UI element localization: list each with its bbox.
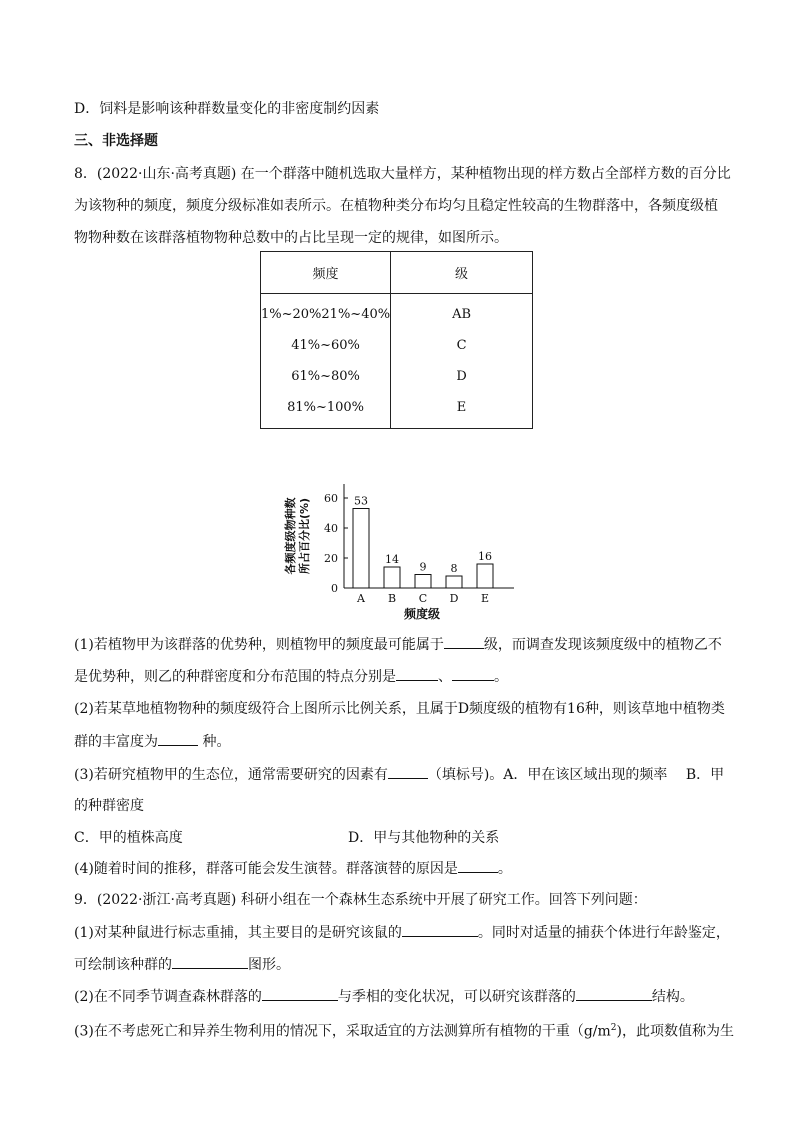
answer-blank[interactable] (402, 922, 478, 937)
text: 群的丰富度为 (74, 734, 158, 750)
q8-line3: 物物种数在该群落植物物种总数中的占比呈现一定的规律，如图所示。 (74, 230, 508, 246)
table-cell: D (456, 369, 467, 384)
bar (384, 567, 400, 588)
answer-blank[interactable] (262, 986, 338, 1001)
answer-blank[interactable] (172, 954, 248, 969)
text: (3)若研究植物甲的生态位，通常需要研究的因素有 (74, 767, 388, 783)
option-d-text: D．甲与其他物种的关系 (348, 830, 500, 846)
data-label: 14 (385, 553, 399, 566)
text: (2)在不同季节调查森林群落的 (74, 989, 262, 1005)
table-col-frequency (261, 294, 391, 429)
q8-sub3-line1 (74, 764, 724, 785)
q8-line1: 8．(2022·山东·高考真题) 在一个群落中随机选取大量样方，某种植物出现的样方数占全部样方数的百分比 (74, 166, 731, 182)
option-c-text: C．甲的植株高度 (74, 830, 183, 846)
table-cell: C (456, 338, 467, 353)
q8-sub4 (74, 858, 724, 879)
y-tick-label: 0 (331, 582, 338, 595)
q8-sub2-line1: (2)若某草地植物物种的频度级符合上图所示比例关系，且属于D频度级的植物有16种，则该草地中植物类 (74, 701, 725, 717)
superscript: 2 (610, 1023, 617, 1033)
q8-sub3-options (74, 828, 724, 848)
q9-sub3 (74, 1018, 734, 1042)
table-header-grade: 级 (391, 252, 533, 294)
table-header-frequency: 频度 (261, 252, 391, 294)
x-tick-label: B (387, 592, 397, 605)
q8-line2: 为该物种的频度，频度分级标准如表所示。在植物种类分布均匀且稳定性较高的生物群落中，各频度级植 (74, 198, 718, 214)
q8-sub1-line1 (74, 634, 724, 655)
y-tick-label: 60 (324, 492, 338, 505)
text: (4)随着时间的推移，群落可能会发生演替。群落演替的原因是 (74, 861, 458, 877)
y-axis-label: 各频度级物种数 (284, 497, 297, 575)
x-axis-label: 频度级 (403, 607, 441, 621)
answer-blank[interactable] (396, 666, 438, 681)
bar (477, 564, 493, 588)
text: (1)若植物甲为该群落的优势种，则植物甲的频度最可能属于 (74, 637, 444, 653)
text: 。 (494, 669, 508, 685)
frequency-table (260, 251, 533, 429)
text: 结构。 (651, 989, 694, 1005)
table-cell: 41%~60% (291, 338, 360, 353)
text: 与季相的变化状况，可以研究该群落的 (337, 989, 576, 1005)
text: 、 (438, 669, 452, 685)
data-label: 53 (354, 494, 368, 508)
x-tick-label: C (418, 592, 428, 605)
table-cell: 81%~100% (287, 400, 365, 415)
bar (446, 576, 462, 588)
table-cell: E (456, 400, 467, 415)
x-tick-label: D (449, 592, 459, 605)
q8-sub2-line2 (74, 731, 724, 752)
x-tick-label: A (357, 592, 365, 605)
text: 。 (497, 861, 512, 877)
table-cell: 1%~20%21%~40% (261, 307, 391, 322)
section-heading: 三、非选择题 (74, 133, 158, 149)
data-label: 9 (419, 560, 427, 574)
option-d: D．饲料是影响该种群数量变化的非密度制约因素 (74, 101, 380, 117)
text: (1)对某种鼠进行标志重捕，其主要目的是研究该鼠的 (74, 925, 402, 941)
answer-blank[interactable] (444, 634, 484, 649)
text: 。同时对适量的捕获个体进行年龄鉴定， (477, 925, 730, 941)
data-label: 16 (478, 550, 492, 563)
bar (415, 575, 431, 589)
table-col-grade (391, 294, 533, 429)
table-cell: AB (452, 307, 472, 322)
bar (353, 509, 369, 589)
q8-sub3-line2: 的种群密度 (74, 798, 144, 814)
table-cell: 61%~80% (291, 369, 360, 384)
x-tick-label: E (480, 592, 490, 605)
answer-blank[interactable] (452, 666, 494, 681)
frequency-bar-chart (280, 482, 520, 622)
q9-sub1-line1 (74, 922, 730, 943)
text: （填标号)。A．甲在该区域出现的频率 B．甲 (427, 767, 725, 783)
q9-sub1-line2 (74, 954, 724, 975)
text: 图形。 (248, 957, 290, 973)
q9-sub2 (74, 986, 724, 1007)
y-axis-label: 所占百分比(%) (298, 497, 311, 575)
q9-stem: 9．(2022·浙江·高考真题) 科研小组在一个森林生态系统中开展了研究工作。回答下列问题： (74, 892, 647, 908)
answer-blank[interactable] (158, 731, 198, 746)
text: (3)在不考虑死亡和异养生物利用的情况下，采取适宜的方法测算所有植物的干重（g/m (74, 1023, 611, 1040)
text: 可绘制该种群的 (74, 957, 172, 973)
data-label: 8 (450, 562, 458, 575)
q8-sub1-line2 (74, 666, 724, 687)
y-tick-label: 40 (324, 522, 338, 535)
answer-blank[interactable] (576, 986, 652, 1001)
answer-blank[interactable] (458, 858, 498, 873)
text: 是优势种，则乙的种群密度和分布范围的特点分别是 (74, 669, 396, 685)
answer-blank[interactable] (388, 764, 428, 779)
text: 级，而调查发现该频度级中的植物乙不 (483, 637, 722, 653)
text: )，此项数值称为生 (616, 1023, 734, 1040)
text: 种。 (198, 734, 231, 750)
y-tick-label: 20 (324, 552, 338, 565)
